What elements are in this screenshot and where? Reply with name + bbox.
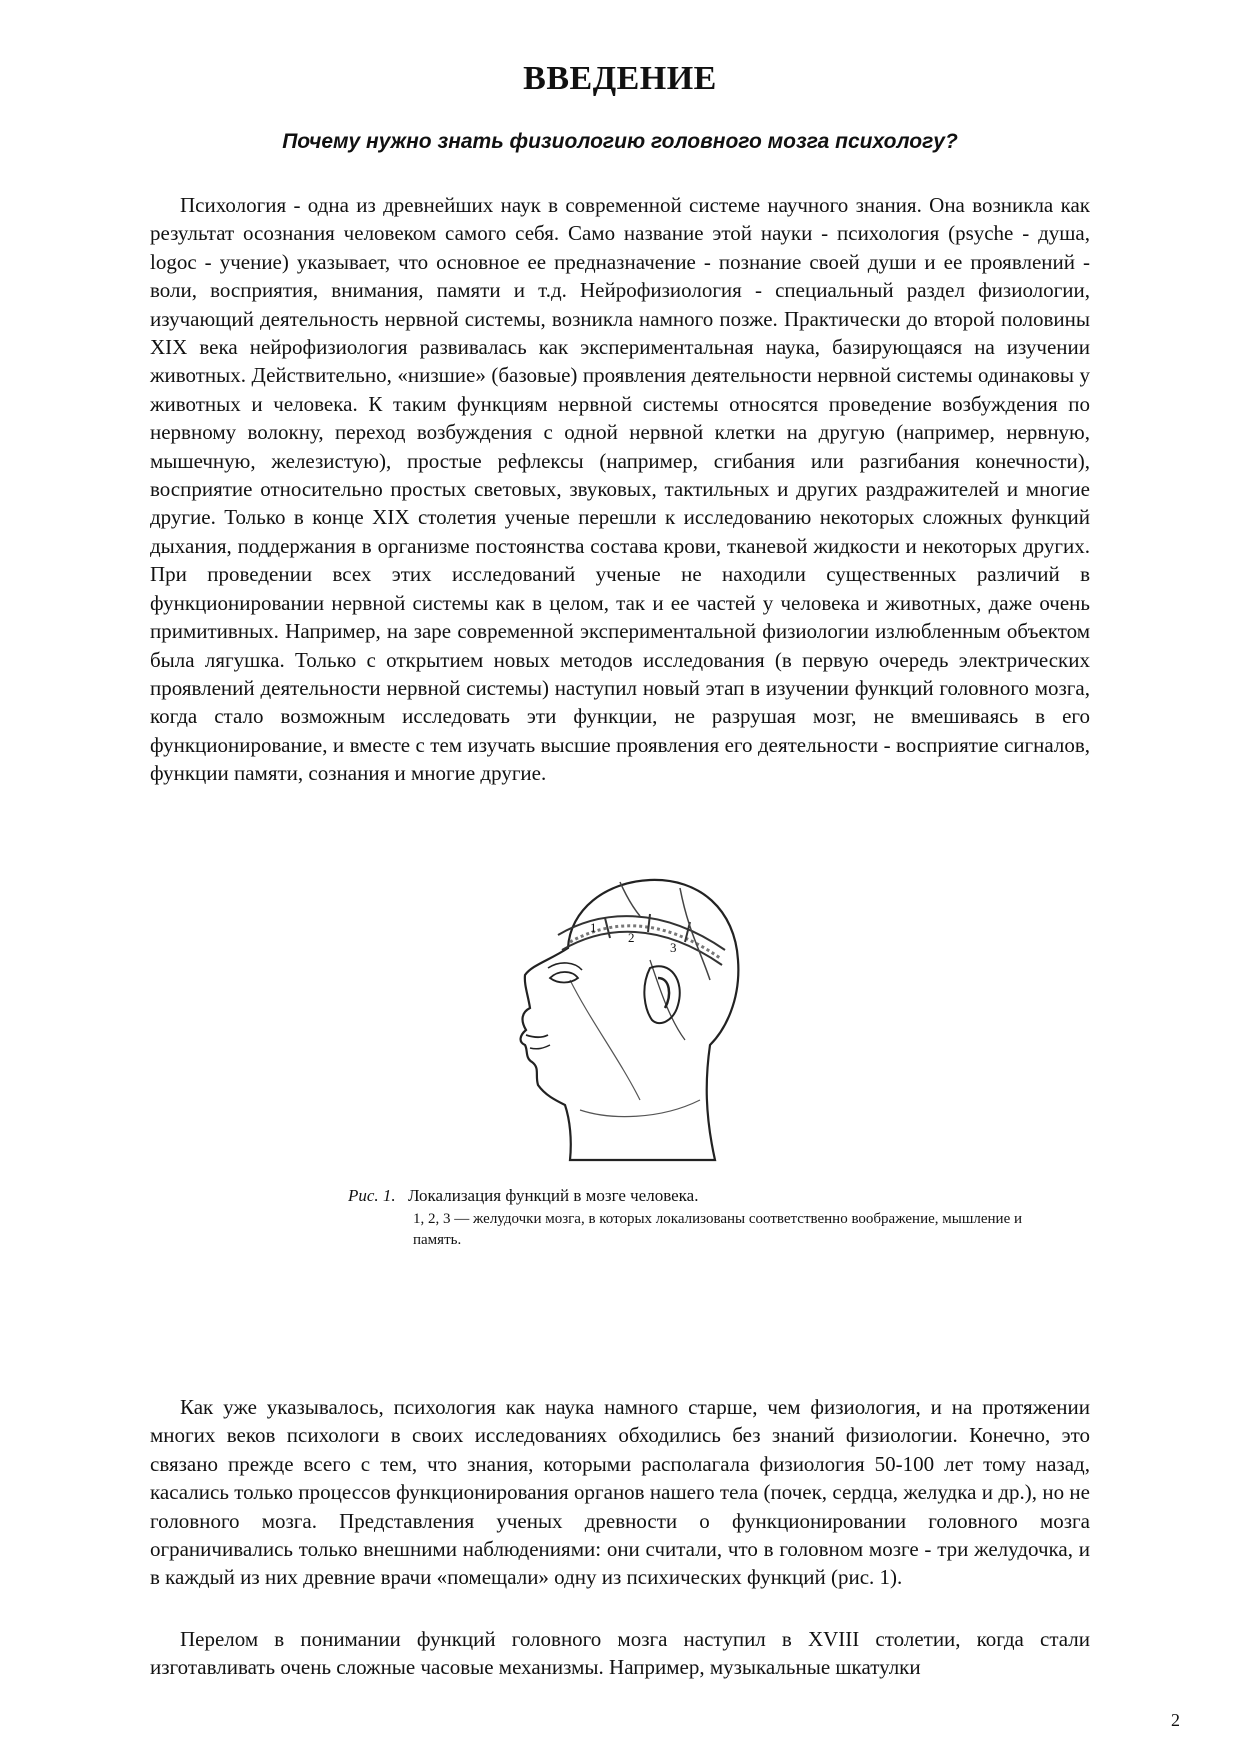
figure-description: 1, 2, 3 — желудочки мозга, в которых локализованы соответственно воображение, мышление и память. — [413, 1211, 1023, 1248]
ventricle-number-1: 1 — [590, 920, 597, 935]
figure-caption — [348, 1185, 1048, 1251]
ventricle-number-2: 2 — [628, 930, 635, 945]
ventricle-number-3: 3 — [670, 940, 677, 955]
head-outline — [521, 880, 739, 1160]
page-title: ВВЕДЕНИЕ — [523, 60, 717, 97]
brain-ventricles-drawing — [510, 870, 750, 1170]
figure-title: Локализация функций в мозге человека. — [407, 1186, 699, 1205]
head-illustration — [510, 870, 750, 1170]
paragraph-1: Психология - одна из древнейших наук в современной системе научного знания. Она возникла как результат осознания человеком самого себя. Само название этой науки - психология (psyche - душа, logoc - учение) указывает, что основное ее предназначение - познание своей души и ее проявлений - воли, восприятия, внимания, памяти и т.д. Нейрофизиология - специальный раздел физиологии, изучающий деятельность нервной системы, возникла намного позже. Практически до второй половины XIX века нейрофизиология развивалась как экспериментальная наука, базирующаяся на изучении животных. Действительно, «низшие» (базовые) проявления деятельности нервной системы одинаковы у животных и человека. К таким функциям нервной системы относятся проведение возбуждения по нервному волокну, переход возбуждения с одной нервной клетки на другую (например, нервную, мышечную, железистую), простые рефлексы (например, сгибания или разгибания конечности), восприятие относительно простых световых, звуковых, тактильных и других раздражителей и многие другие. Только в конце XIX столетия ученые перешли к исследованию некоторых сложных функций дыхания, поддержания в организме постоянства состава крови, тканевой жидкости и некоторых других. При проведении всех этих исследований ученые не находили существенных различий в функционировании нервной системы как в целом, так и ее частей у человека и животных, даже очень примитивных. Например, на заре современной экспериментальной физиологии излюбленным объектом была лягушка. Только с открытием новых методов исследования (в первую очередь электрических проявлений деятельности нервной системы) наступил новый этап в изучении функций головного мозга, когда стало возможным исследовать эти функции, не разрушая мозг, не вмешиваясь в его функционирование, и вместе с тем изучать высшие проявления его деятельности - восприятие сигналов, функции памяти, сознания и многие другие. — [150, 193, 1090, 786]
eye — [550, 972, 578, 983]
paragraph-3: Перелом в понимании функций головного мозга наступил в XVIII столетии, когда стали изготавливать очень сложные часовые механизмы. Например, музыкальные шкатулки — [150, 1627, 1090, 1680]
figure-label: Рис. 1. — [348, 1186, 396, 1205]
section-subtitle: Почему нужно знать физиологию головного мозга психологу? — [282, 130, 958, 153]
page-number: 2 — [1171, 1710, 1180, 1730]
paragraph-2: Как уже указывалось, психология как наука намного старше, чем физиология, и на протяжении многих веков психологи в своих исследованиях обходились без знаний физиологии. Конечно, это связано прежде всего с тем, что знания, которыми располагала физиология 50-100 лет тому назад, касались только процессов функционирования органов нашего тела (почек, сердца, желудка и др.), но не головного мозга. Представления ученых древности о функционировании головного мозга ограничивались только внешними наблюдениями: они считали, что в головном мозге - три желудочка, и в каждый из них древние врачи «помещали» одну из психических функций (рис. 1). — [150, 1395, 1090, 1590]
